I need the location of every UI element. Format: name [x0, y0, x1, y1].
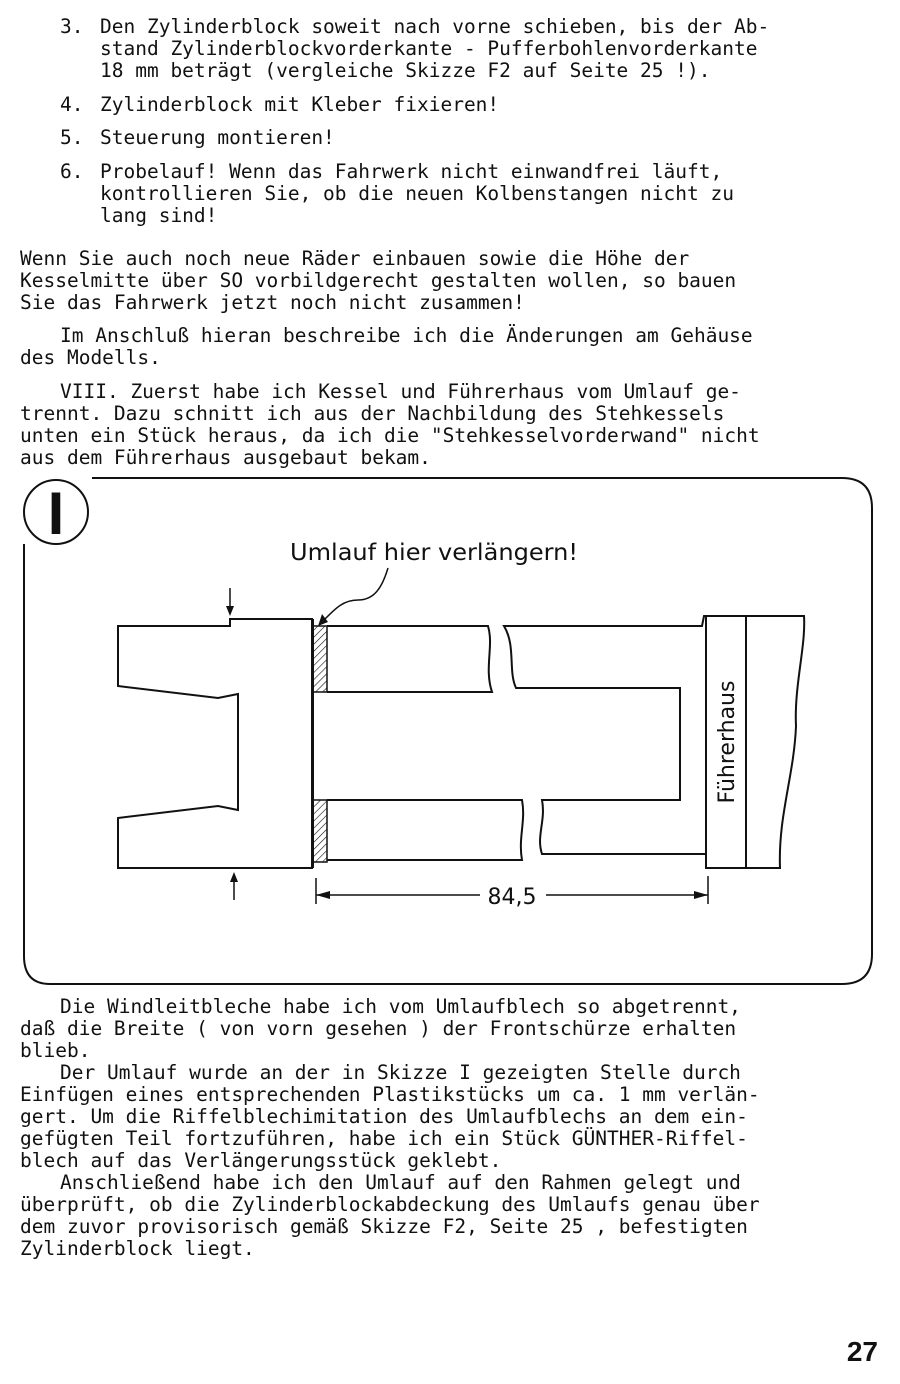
- text-line: Sie das Fahrwerk jetzt noch nicht zusammen!: [20, 291, 525, 314]
- text-line: Anschließend habe ich den Umlauf auf den Rahmen gelegt und: [60, 1171, 741, 1194]
- text-line: Im Anschluß hieran beschreibe ich die Änderungen am Gehäuse: [60, 324, 753, 347]
- step-line: lang sind!: [100, 204, 218, 227]
- text-line: überprüft, ob die Zylinderblockabdeckung des Umlaufs genau über: [20, 1193, 760, 1216]
- text-line: Einfügen eines entsprechenden Plastikstücks um ca. 1 mm verlän-: [20, 1083, 760, 1106]
- text-line: Der Umlauf wurde an der in Skizze I gezeigten Stelle durch: [60, 1061, 741, 1084]
- step-line: Probelauf! Wenn das Fahrwerk nicht einwandfrei läuft,: [100, 160, 723, 183]
- step-line: stand Zylinderblockvorderkante - Pufferbohlenvorderkante: [100, 37, 758, 60]
- text-line: unten ein Stück heraus, da ich die "Stehkesselvorderwand" nicht: [20, 424, 760, 447]
- hatched-insert-bottom: [313, 800, 327, 862]
- step-3: [60, 16, 876, 82]
- text-line: Zylinderblock liegt.: [20, 1237, 255, 1260]
- paragraph-rahmen: [20, 1172, 876, 1260]
- text-line: dem zuvor provisorisch gemäß Skizze F2, Seite 25 , befestigten: [20, 1215, 748, 1238]
- paragraph-umlauf: [20, 1062, 876, 1172]
- page-number: 27: [846, 1336, 878, 1367]
- paragraph-housing: [20, 325, 876, 369]
- step-6: [60, 161, 876, 227]
- text-line: VIII. Zuerst habe ich Kessel und Führerhaus vom Umlauf ge-: [60, 380, 741, 403]
- text-line: gefügten Teil fortzuführen, habe ich ein Stück GÜNTHER-Riffel-: [20, 1127, 748, 1150]
- sketch-drawing: [22, 476, 874, 986]
- arrow-up-marker: [230, 872, 238, 882]
- arrow-down-marker: [226, 606, 234, 616]
- text-line: blieb.: [20, 1039, 91, 1062]
- hatched-insert-top: [313, 626, 327, 692]
- step-number: 6.: [60, 160, 84, 183]
- step-number: 3.: [60, 15, 84, 38]
- step-number: 5.: [60, 126, 84, 149]
- running-board-lower-left: [327, 800, 523, 860]
- callout-label: Umlauf hier verlängern!: [290, 540, 578, 566]
- text-line: aus dem Führerhaus ausgebaut bekam.: [20, 446, 431, 469]
- text-line: Kesselmitte über SO vorbildgerecht gestalten wollen, so bauen: [20, 269, 737, 292]
- step-line: 18 mm beträgt (vergleiche Skizze F2 auf Seite 25 !).: [100, 59, 711, 82]
- step-5: [60, 127, 876, 149]
- step-number: 4.: [60, 93, 84, 116]
- text-line: daß die Breite ( von vorn gesehen ) der Frontschürze erhalten: [20, 1017, 737, 1040]
- running-board-upper-right: [504, 616, 804, 868]
- step-line: Steuerung montieren!: [100, 126, 335, 149]
- cylinder-block: [118, 619, 312, 868]
- running-board-upper-left: [327, 626, 492, 692]
- text-line: Die Windleitbleche habe ich vom Umlaufblech so abgetrennt,: [60, 995, 741, 1018]
- text-line: des Modells.: [20, 346, 161, 369]
- step-line: Den Zylinderblock soweit nach vorne schieben, bis der Ab-: [100, 15, 770, 38]
- dimension-label: 84,5: [487, 885, 537, 910]
- step-4: [60, 94, 876, 116]
- paragraph-viii: [20, 381, 876, 469]
- sketch-figure: [22, 476, 874, 986]
- paragraph-wheels: [20, 248, 876, 314]
- paragraph-windleitbleche: [20, 996, 876, 1062]
- text-line: Wenn Sie auch noch neue Räder einbauen sowie die Höhe der: [20, 247, 690, 270]
- callout-leader: [322, 568, 388, 622]
- text-line: gert. Um die Riffelblechimitation des Umlaufblechs an dem ein-: [20, 1105, 748, 1128]
- text-line: trennt. Dazu schnitt ich aus der Nachbildung des Stehkessels: [20, 402, 725, 425]
- step-line: Zylinderblock mit Kleber fixieren!: [100, 93, 500, 116]
- text-line: blech auf das Verlängerungsstück geklebt.: [20, 1149, 502, 1172]
- callout-arrowhead: [318, 614, 328, 626]
- figure-number: I: [47, 480, 65, 547]
- cab-label: Führerhaus: [715, 680, 740, 804]
- step-line: kontrollieren Sie, ob die neuen Kolbenstangen nicht zu: [100, 182, 734, 205]
